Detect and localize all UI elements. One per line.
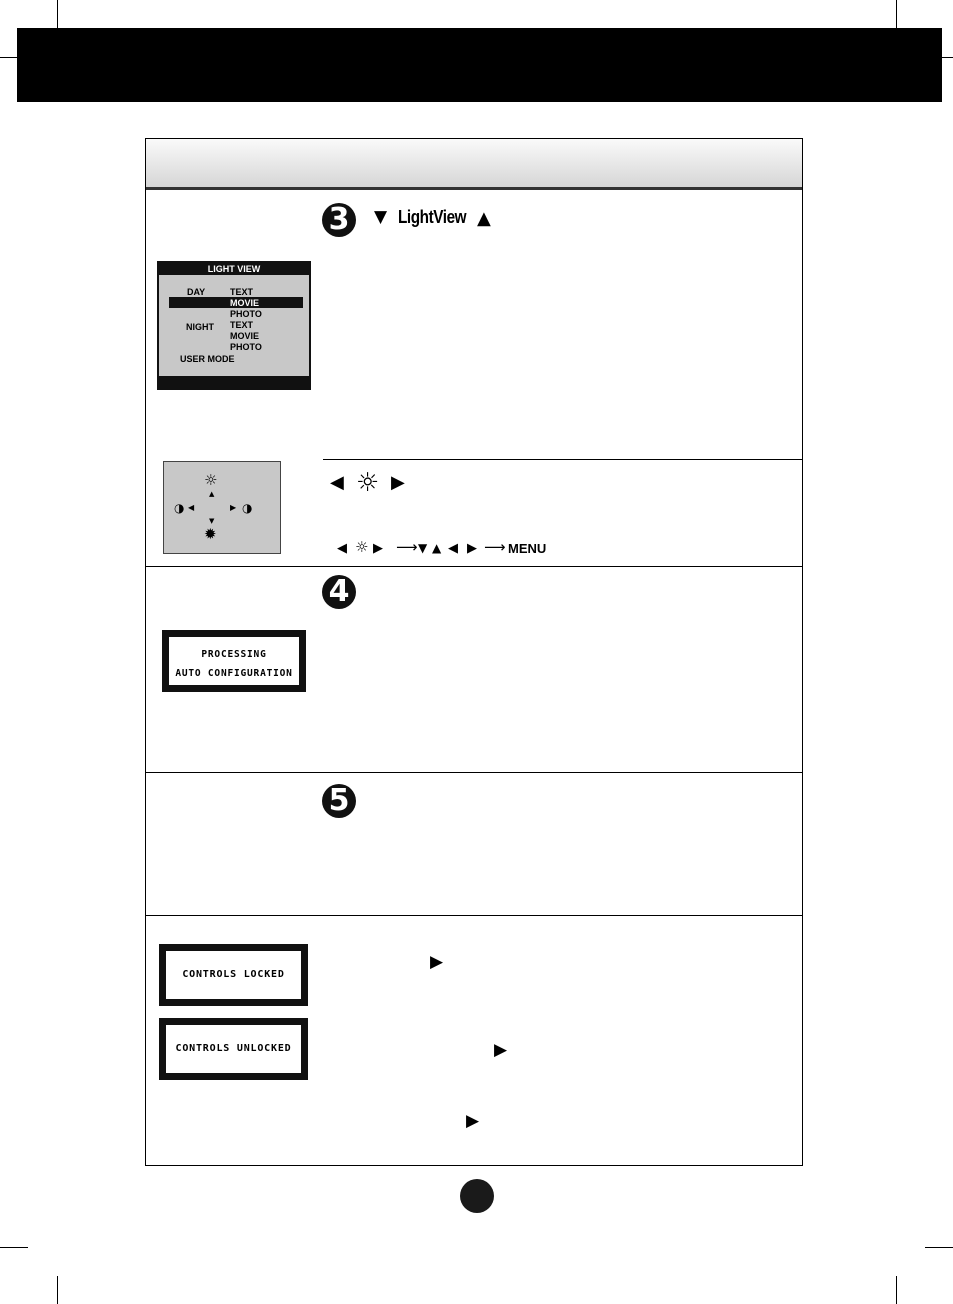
contrast-icon: ◑	[174, 501, 185, 515]
crop-mark	[896, 0, 897, 28]
crop-mark	[925, 1247, 953, 1248]
up-triangle-icon: ▲	[477, 208, 491, 229]
page-number-badge	[460, 1179, 494, 1213]
sun-icon: ☼	[356, 468, 380, 498]
section-divider	[146, 772, 803, 773]
contrast-icon: ◑	[242, 501, 253, 515]
crop-mark	[942, 57, 953, 58]
down-triangle-icon: ▼	[209, 517, 215, 525]
osd-day-movie: MOVIE	[230, 298, 260, 308]
step-4-badge: 4	[322, 575, 356, 609]
section-divider	[323, 459, 803, 460]
auto-config-osd-box	[162, 630, 306, 692]
crop-mark	[896, 1276, 897, 1304]
sun-filled-icon: ✹	[204, 525, 217, 543]
controls-locked-text: CONTROLS LOCKED	[182, 969, 285, 980]
right-triangle-icon: ▶	[391, 472, 405, 493]
left-triangle-icon: ◀	[337, 541, 347, 556]
left-triangle-icon: ◀	[448, 541, 458, 556]
osd-menu-footer	[159, 376, 309, 388]
osd-day-text: TEXT	[230, 287, 254, 297]
sun-icon: ☼	[355, 538, 369, 556]
controls-locked-box	[159, 944, 308, 1006]
processing-text: PROCESSING	[201, 649, 267, 660]
osd-user-mode: USER MODE	[180, 354, 235, 364]
lightview-title: LightView	[398, 207, 467, 227]
right-triangle-icon: ▶	[467, 541, 477, 556]
section-divider	[146, 566, 803, 567]
arrow-right-icon: ⟶	[484, 538, 506, 556]
auto-configuration-text: AUTO CONFIGURATION	[175, 668, 293, 679]
right-triangle-icon: ▶	[494, 1040, 508, 1060]
left-triangle-icon: ◀	[188, 503, 195, 512]
left-triangle-icon: ◀	[330, 472, 344, 493]
lightview-osd-menu	[157, 261, 311, 390]
crop-mark	[57, 0, 58, 28]
down-triangle-icon: ▼	[374, 207, 388, 227]
brightness-adjust-panel	[163, 461, 281, 554]
crop-mark	[0, 57, 17, 58]
crop-mark	[0, 1247, 28, 1248]
frame-header	[146, 139, 802, 190]
page-header-bar	[17, 28, 942, 102]
up-triangle-icon: ▲	[432, 541, 442, 555]
osd-day-label: DAY	[187, 287, 206, 297]
osd-night-text: TEXT	[230, 320, 254, 330]
right-triangle-icon: ▶	[466, 1111, 480, 1131]
osd-night-label: NIGHT	[186, 322, 214, 332]
crop-mark	[57, 1276, 58, 1304]
osd-night-movie: MOVIE	[230, 331, 260, 341]
controls-unlocked-text: CONTROLS UNLOCKED	[175, 1043, 292, 1054]
section-divider	[146, 915, 803, 916]
right-triangle-icon: ▶	[230, 503, 237, 512]
right-triangle-icon: ▶	[373, 541, 383, 556]
osd-menu-title: LIGHT VIEW	[159, 263, 309, 275]
right-triangle-icon: ▶	[430, 952, 444, 972]
step-3-badge: 3	[322, 203, 356, 237]
osd-day-photo: PHOTO	[230, 309, 262, 319]
sun-icon: ☼	[204, 471, 218, 489]
up-triangle-icon: ▲	[209, 490, 215, 498]
controls-unlocked-box	[159, 1018, 308, 1080]
arrow-right-icon: ⟶	[396, 538, 418, 556]
step-5-badge: 5	[322, 784, 356, 818]
down-triangle-icon: ▼	[418, 541, 428, 555]
menu-label: MENU	[508, 541, 547, 556]
osd-night-photo: PHOTO	[230, 342, 262, 352]
